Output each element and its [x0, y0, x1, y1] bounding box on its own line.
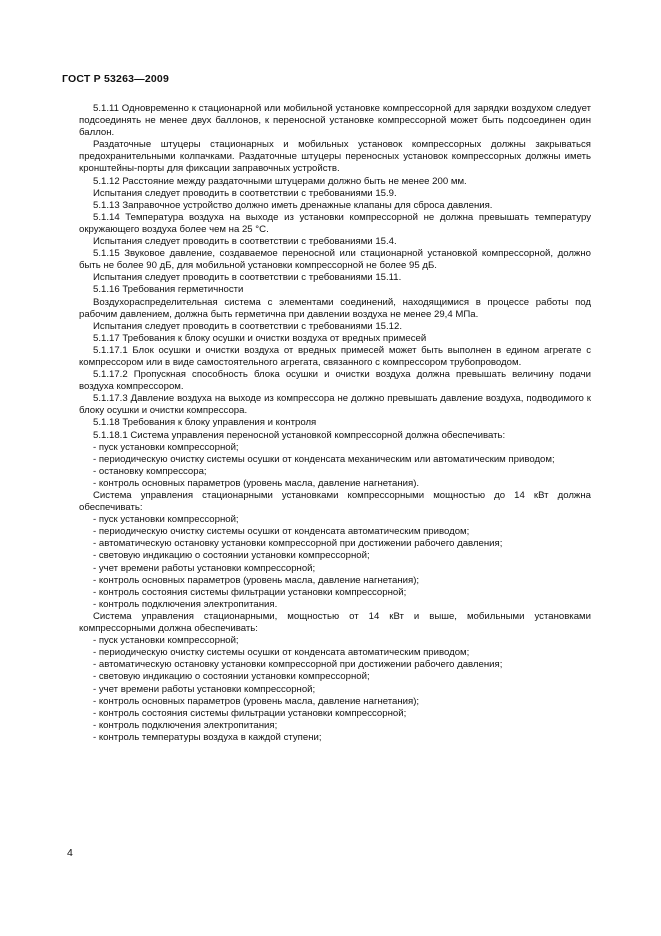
paragraph: Система управления стационарными, мощностью от 14 кВт и выше, мобильными установками компрессорными должна обеспечивать:	[79, 610, 591, 635]
document-header-code: ГОСТ Р 53263—2009	[62, 73, 170, 85]
paragraph: 5.1.12 Расстояние между раздаточными штуцерами должно быть не менее 200 мм.	[93, 175, 467, 187]
section-heading: 5.1.18 Требования к блоку управления и контроля	[93, 417, 317, 429]
paragraph: 5.1.18.1 Система управления переносной установкой компрессорной должна обеспечивать:	[93, 429, 506, 441]
paragraph: 5.1.15 Звуковое давление, создаваемое переносной или стационарной установкой компрессорной, должно быть не более 90 дБ, для мобильной установки компрессорной не более 95 дБ.	[79, 248, 591, 272]
list-item: - автоматическую остановку установки компрессорной при достижении рабочего давления;	[93, 538, 503, 550]
section-heading: 5.1.16 Требования герметичности	[93, 284, 244, 296]
paragraph: 5.1.13 Заправочное устройство должно иметь дренажные клапаны для сброса давления.	[93, 199, 493, 211]
paragraph: Испытания следует проводить в соответствии с требованиями 15.9.	[93, 187, 397, 199]
list-item: - пуск установки компрессорной;	[93, 514, 239, 526]
list-item: - пуск установки компрессорной;	[93, 441, 239, 453]
paragraph: 5.1.14 Температура воздуха на выходе из установки компрессорной не должна превышать температуру окружающего воздуха более чем на 25 °С.	[79, 211, 591, 235]
list-item: - контроль температуры воздуха в каждой ступени;	[93, 731, 322, 743]
paragraph: Испытания следует проводить в соответствии с требованиями 15.11.	[93, 272, 402, 284]
list-item: - контроль состояния системы фильтрации установки компрессорной;	[93, 586, 407, 598]
list-item: - пуск установки компрессорной;	[93, 635, 239, 647]
paragraph: 5.1.11 Одновременно к стационарной или мобильной установке компрессорной для зарядки воздухом следует подсоединять не менее двух баллонов, к переносной установке компрессорной может быть подсоединен один баллон.	[79, 103, 591, 139]
list-item: - световую индикацию о состоянии установки компрессорной;	[93, 671, 370, 683]
list-item: - автоматическую остановку установки компрессорной при достижении рабочего давления;	[93, 659, 503, 671]
paragraph: Воздухораспределительная система с элементами соединений, находящимися в процессе работы под рабочим давлением, должна быть герметична при давлении воздуха не менее 29,4 МПа.	[79, 296, 591, 320]
paragraph: Система управления стационарными установками компрессорными мощностью до 14 кВт должна обеспечивать:	[79, 490, 591, 514]
paragraph: Раздаточные штуцеры стационарных и мобильных установок компрессорных должны закрываться предохранительными колпачками. Раздаточные штуцеры переносных установок компрессорных должны иметь кронштейны-порты для фиксации заправочных устройств.	[79, 139, 591, 175]
list-item: - контроль основных параметров (уровень масла, давление нагнетания);	[93, 695, 420, 707]
list-item: - остановку компрессора;	[93, 465, 207, 477]
list-item: - периодическую очистку системы осушки от конденсата автоматическим приводом;	[93, 526, 470, 538]
page-number: 4	[67, 847, 73, 859]
list-item: - учет времени работы установки компрессорной;	[93, 562, 316, 574]
paragraph: Испытания следует проводить в соответствии с требованиями 15.4.	[93, 236, 397, 248]
paragraph: Испытания следует проводить в соответствии с требованиями 15.12.	[93, 320, 403, 332]
list-item: - контроль подключения электропитания.	[93, 598, 278, 610]
list-item: - контроль состояния системы фильтрации установки компрессорной;	[93, 707, 407, 719]
list-item: - световую индикацию о состоянии установки компрессорной;	[93, 550, 370, 562]
paragraph: 5.1.17.2 Пропускная способность блока осушки и очистки воздуха должна превышать величину подачи воздуха компрессором.	[79, 369, 591, 393]
document-body	[79, 103, 591, 744]
list-item: - периодическую очистку системы осушки от конденсата автоматическим приводом;	[93, 647, 470, 659]
section-heading: 5.1.17 Требования к блоку осушки и очистки воздуха от вредных примесей	[93, 332, 427, 344]
list-item: - контроль основных параметров (уровень масла, давление нагнетания);	[93, 574, 420, 586]
paragraph: 5.1.17.1 Блок осушки и очистки воздуха от вредных примесей может быть выполнен в едином агрегате с компрессором или в виде самостоятельного агрегата, связанного с компрессором трубопроводом.	[79, 344, 591, 368]
list-item: - контроль подключения электропитания;	[93, 719, 278, 731]
paragraph: 5.1.17.3 Давление воздуха на выходе из компрессора не должно превышать давление воздуха, подводимого к блоку осушки и очистки компрессора.	[79, 393, 591, 417]
list-item: - контроль основных параметров (уровень масла, давление нагнетания).	[93, 477, 420, 489]
list-item: - учет времени работы установки компрессорной;	[93, 683, 316, 695]
list-item: - периодическую очистку системы осушки от конденсата механическим или автоматическим приводом;	[93, 453, 555, 465]
